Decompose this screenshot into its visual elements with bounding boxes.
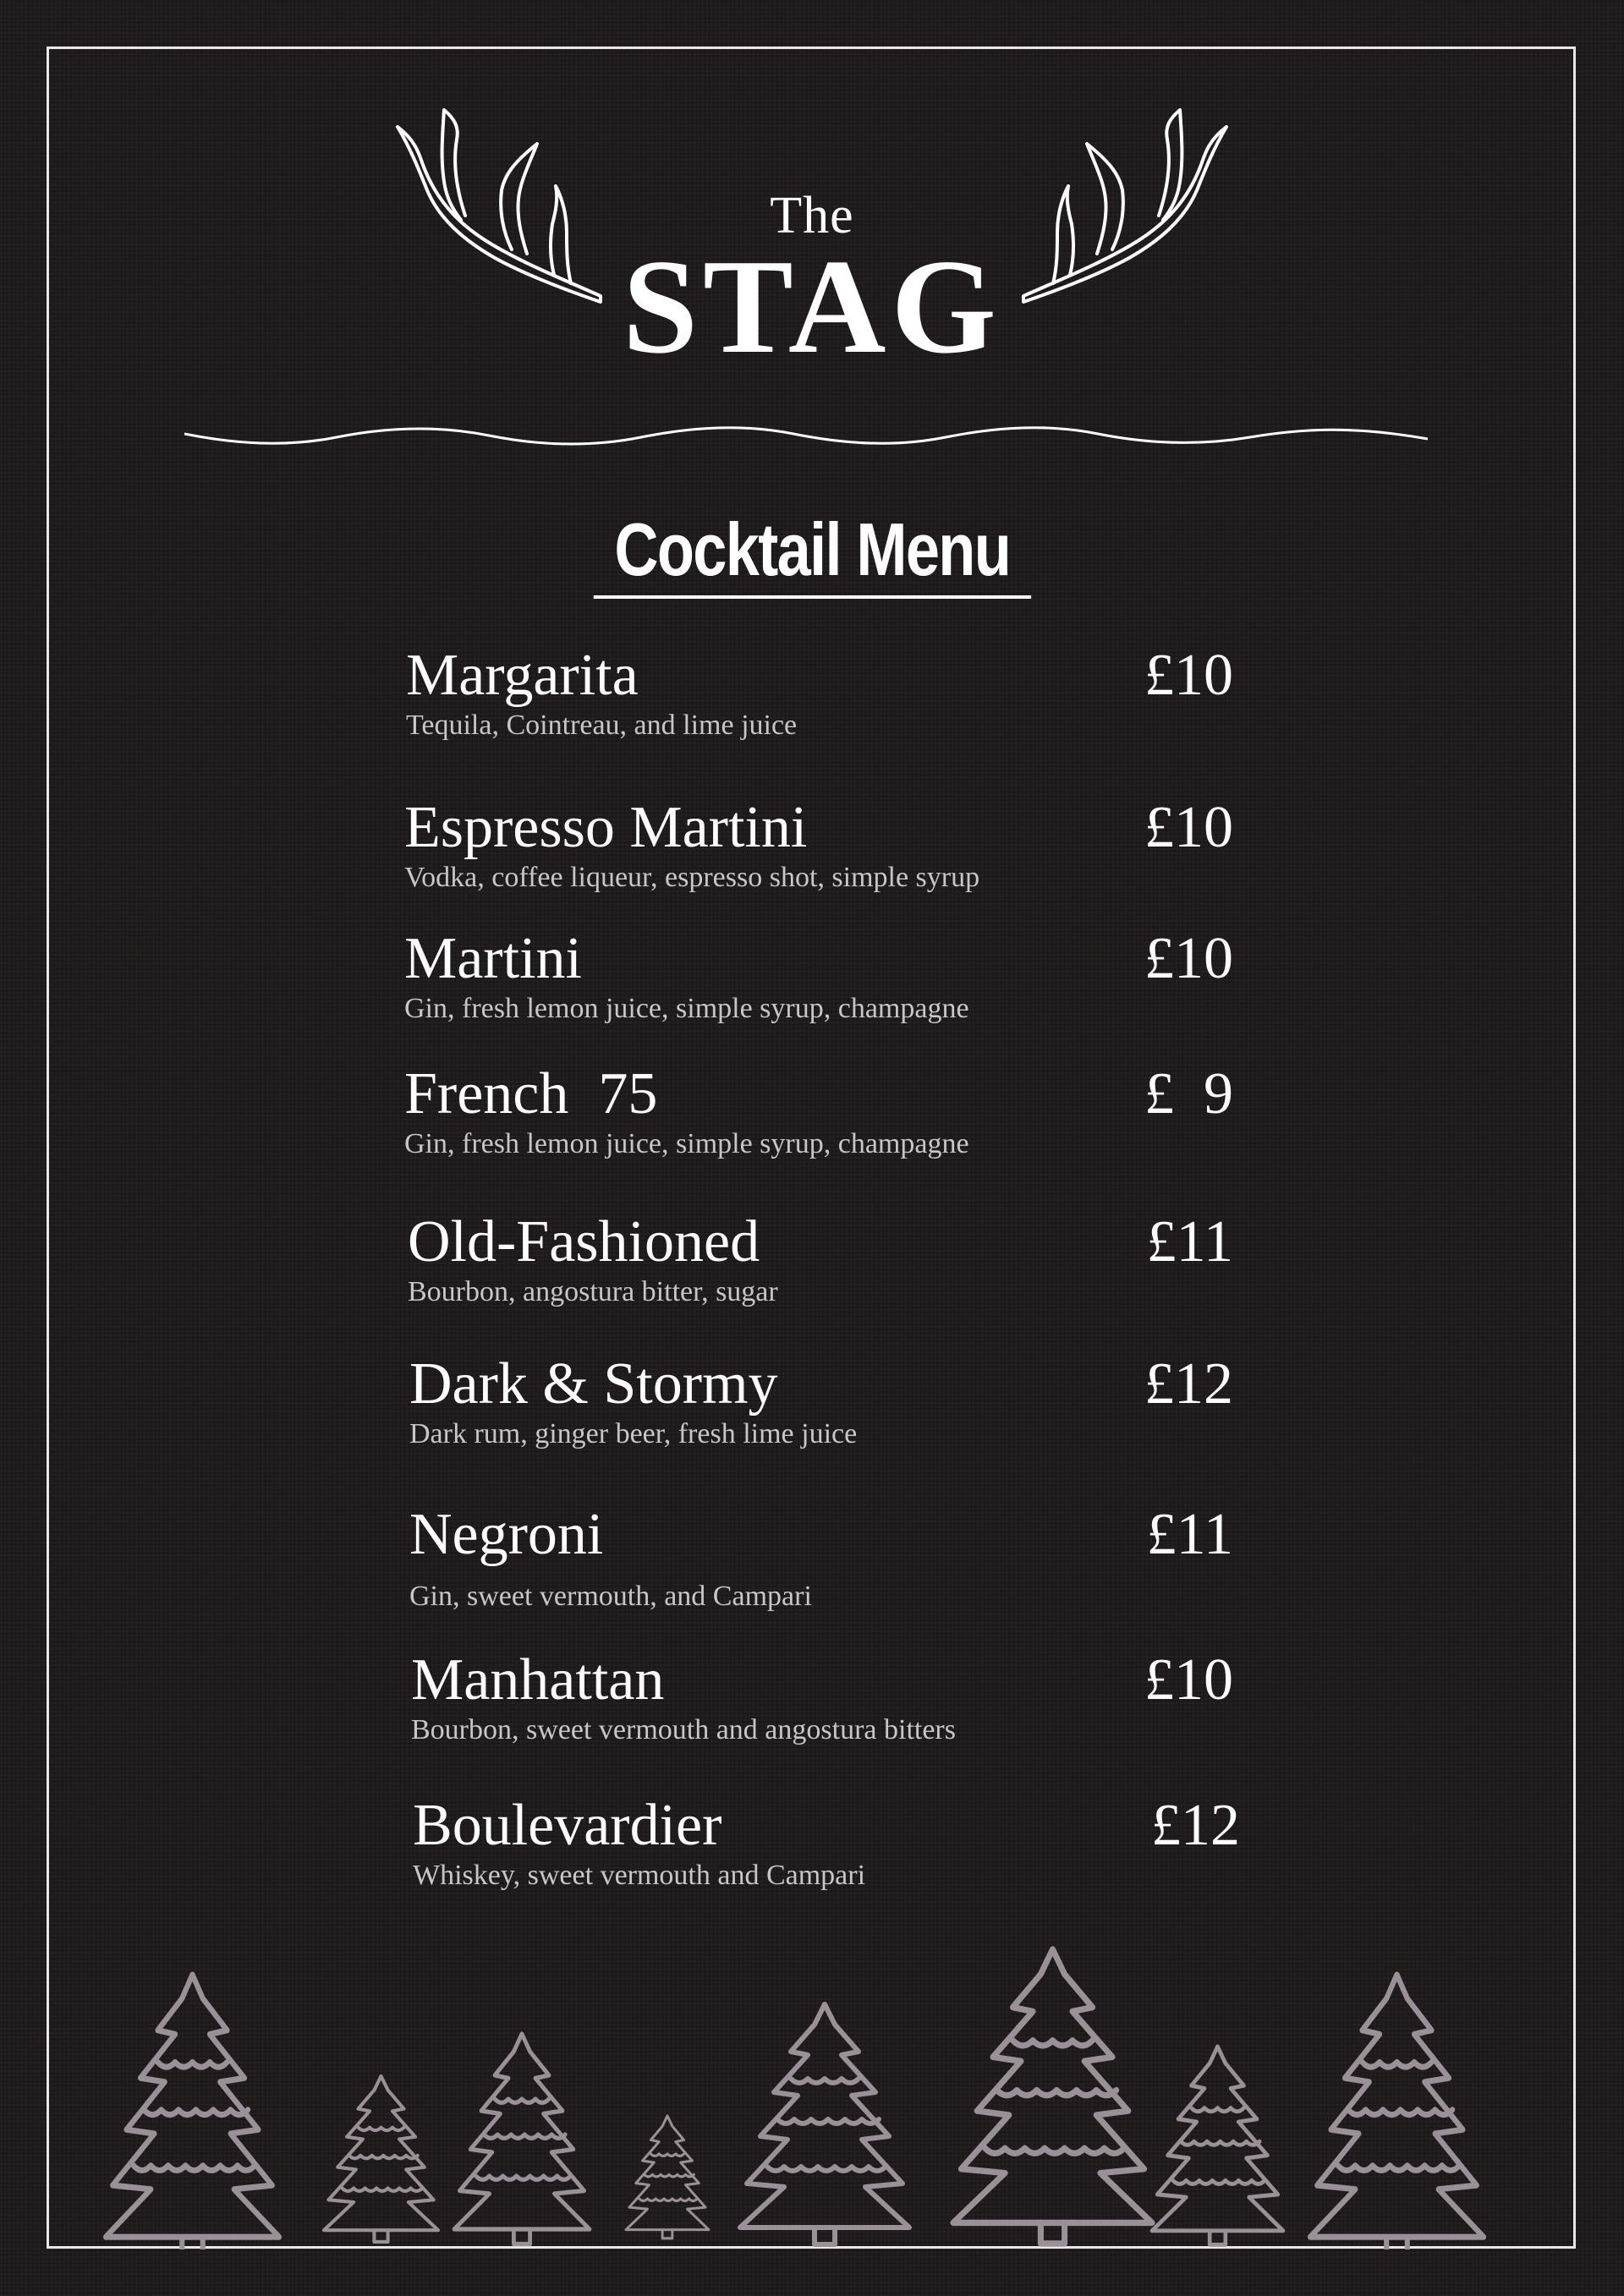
item-price: £10 xyxy=(1144,643,1233,708)
item-price: £10 xyxy=(1144,1647,1233,1712)
item-name: Martini xyxy=(404,926,582,991)
item-description: Tequila, Cointreau, and lime juice xyxy=(406,710,798,741)
menu-item-margarita xyxy=(404,643,1233,795)
pine-tree-icon xyxy=(1152,2047,1283,2244)
menu-item-french-75 xyxy=(404,1061,1233,1209)
pine-tree-icon xyxy=(454,2034,590,2244)
pine-tree-icon xyxy=(953,1949,1152,2244)
pine-tree-icon xyxy=(740,2004,909,2244)
menu-title-text: Cocktail Menu xyxy=(593,507,1030,599)
item-price: £12 xyxy=(1151,1793,1240,1858)
menu-item-old-fashioned xyxy=(404,1209,1233,1351)
menu-title xyxy=(0,507,1624,599)
item-price: £10 xyxy=(1144,926,1233,991)
menu-item-martini xyxy=(404,926,1233,1061)
item-price: £10 xyxy=(1144,795,1233,860)
brand-the: The xyxy=(770,187,854,244)
item-price: £11 xyxy=(1146,1209,1233,1274)
pine-tree-icon xyxy=(626,2116,709,2238)
item-price: £12 xyxy=(1144,1351,1233,1417)
item-name: Dark & Stormy xyxy=(409,1351,778,1417)
item-name: Old-Fashioned xyxy=(408,1209,760,1274)
item-description: Dark rum, ginger beer, fresh lime juice xyxy=(409,1418,858,1449)
item-price: £11 xyxy=(1146,1502,1233,1567)
item-name: Manhattan xyxy=(411,1647,665,1712)
item-description: Whiskey, sweet vermouth and Campari xyxy=(413,1860,866,1891)
wave-divider xyxy=(184,419,1428,452)
brand-name: STAG xyxy=(623,231,1001,381)
menu-item-dark-and-stormy xyxy=(404,1351,1233,1502)
menu-item-espresso-martini xyxy=(404,795,1233,926)
item-description: Bourbon, sweet vermouth and angostura bitters xyxy=(411,1714,956,1745)
menu-item-boulevardier xyxy=(404,1793,1240,1911)
pine-trees-decoration xyxy=(85,1937,1539,2249)
item-name: Margarita xyxy=(406,643,639,708)
pine-tree-icon xyxy=(1310,1975,1484,2249)
pine-tree-icon xyxy=(106,1975,279,2249)
item-name: Negroni xyxy=(409,1502,604,1567)
menu-item-manhattan xyxy=(404,1647,1233,1793)
item-description: Vodka, coffee liqueur, espresso shot, simple syrup xyxy=(404,862,980,893)
cocktail-list xyxy=(404,643,1240,1911)
item-description: Gin, fresh lemon juice, simple syrup, champagne xyxy=(404,1128,969,1159)
pine-tree-icon xyxy=(324,2076,438,2242)
menu-item-negroni xyxy=(404,1502,1233,1647)
item-name: French 75 xyxy=(404,1061,658,1126)
item-description: Gin, fresh lemon juice, simple syrup, champagne xyxy=(404,993,969,1024)
item-name: Boulevardier xyxy=(413,1793,722,1858)
item-price: £ 9 xyxy=(1144,1061,1233,1126)
item-description: Bourbon, angostura bitter, sugar xyxy=(408,1276,778,1307)
item-name: Espresso Martini xyxy=(404,795,808,860)
item-description: Gin, sweet vermouth, and Campari xyxy=(409,1581,812,1612)
